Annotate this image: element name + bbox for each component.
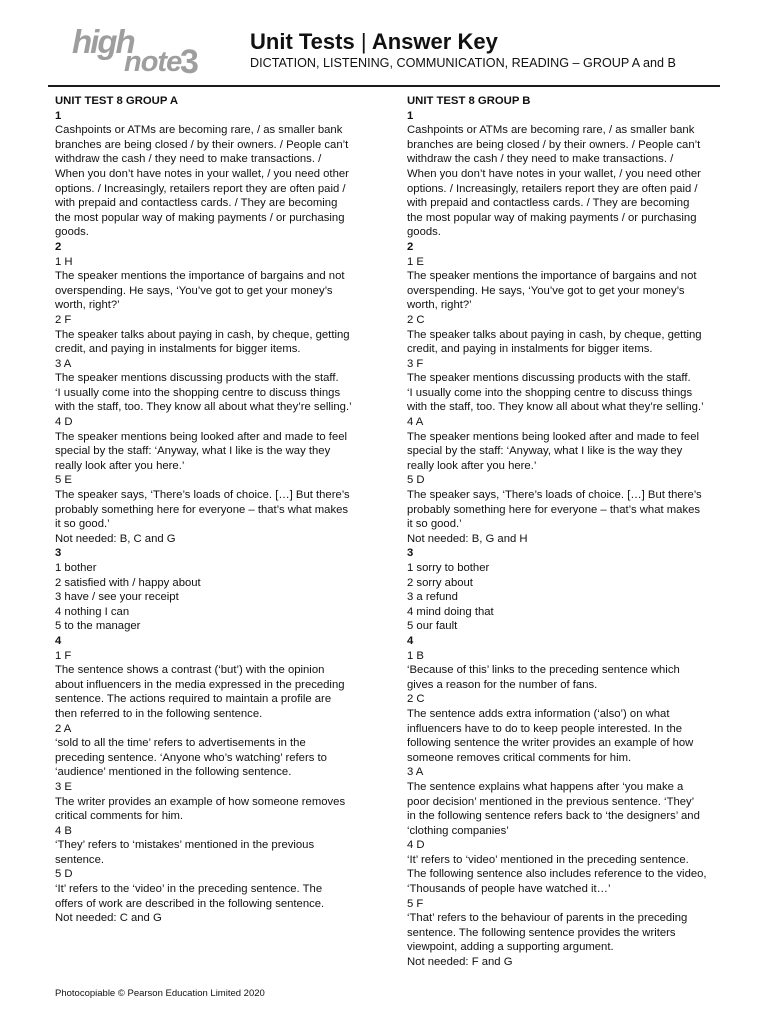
answer-line: 1 H — [55, 255, 73, 268]
answer-line: 3 E — [55, 780, 72, 793]
answer-line: 4 D — [407, 839, 425, 852]
title-unit-tests: Unit Tests — [250, 29, 355, 54]
title-separator: | — [360, 29, 367, 54]
answer-line: then referred to in the following sentence. — [55, 707, 263, 720]
answer-line: poor decision’ mentioned in the previous sentence. ‘They’ — [407, 795, 695, 808]
answer-line: 3 a refund — [407, 591, 458, 604]
answer-line: Not needed: B, G and H — [407, 532, 528, 545]
answer-line: the most popular way of making payments / or purchasing — [407, 211, 697, 224]
column-group-b — [407, 94, 729, 970]
answer-line: special by the staff: ‘Anyway, what I like is the way they — [55, 445, 331, 458]
answer-line: ‘It’ refers to the ‘video’ in the preceding sentence. The — [55, 883, 323, 896]
answer-line: critical comments for him. — [55, 810, 184, 823]
answer-line: with the staff, too. They know all about what they’re selling.’ — [55, 401, 352, 414]
answer-line: ‘It’ refers to ‘video’ mentioned in the preceding sentence. — [407, 853, 689, 866]
answer-line: The following sentence also includes reference to the video, — [407, 868, 707, 881]
answer-line: 3 F — [407, 357, 424, 370]
section-heading: 2 — [407, 240, 414, 253]
answer-line: it so good.’ — [55, 518, 110, 531]
section-heading: UNIT TEST 8 GROUP B — [407, 95, 531, 107]
answer-line: overspending. He says, ‘You’ve got to get your money’s — [55, 284, 333, 297]
answer-line: it so good.’ — [407, 518, 462, 531]
answer-line: ‘clothing companies’ — [407, 824, 509, 837]
answer-line: The speaker says, ‘There’s loads of choice. […] But there’s — [55, 489, 350, 502]
answer-line: 4 D — [55, 416, 73, 429]
answer-line: options. / Increasingly, retailers report they are often paid / — [55, 182, 346, 195]
answer-line: about influencers in the media expressed in the preceding — [55, 678, 345, 691]
answer-line: The speaker talks about paying in cash, by cheque, getting — [55, 328, 350, 341]
answer-line: 3 have / see your receipt — [55, 591, 179, 604]
answer-line: probably something here for everyone – that’s what makes — [55, 503, 349, 516]
answer-line: with the staff, too. They know all about what they’re selling.’ — [407, 401, 704, 414]
answer-line: The speaker mentions discussing products with the staff. — [55, 372, 339, 385]
section-heading: 1 — [407, 109, 414, 122]
header-divider — [48, 85, 720, 87]
answer-line: gives a reason for the number of fans. — [407, 678, 598, 691]
answer-line: withdraw the cash / they need to make transactions. / — [407, 153, 674, 166]
answer-line: worth, right?’ — [55, 299, 120, 312]
answer-line: preceding sentence. ‘Anyone who’s watching’ refers to — [55, 751, 327, 764]
answer-line: The sentence shows a contrast (‘but’) with the opinion — [55, 664, 325, 677]
logo-number: 3 — [180, 43, 199, 81]
answer-line: The sentence adds extra information (‘also’) on what — [407, 707, 670, 720]
answer-line: 4 nothing I can — [55, 605, 130, 618]
answer-line: options. / Increasingly, retailers report they are often paid / — [407, 182, 698, 195]
answer-line: someone removes critical comments for him. — [407, 751, 632, 764]
answer-line: ‘Thousands of people have watched it…’ — [407, 883, 611, 896]
answer-line: ‘That’ refers to the behaviour of parents in the preceding — [407, 912, 688, 925]
section-heading: 4 — [55, 634, 62, 647]
answer-line: 4 B — [55, 824, 72, 837]
answer-line: withdraw the cash / they need to make transactions. / — [55, 153, 322, 166]
answer-line: offers of work are described in the following sentence. — [55, 897, 325, 910]
answer-line: branches are being closed / by their owners. / People can’t — [55, 138, 349, 151]
answer-line: 3 A — [407, 766, 424, 779]
answer-line: branches are being closed / by their owners. / People can’t — [407, 138, 701, 151]
answer-line: Cashpoints or ATMs are becoming rare, / as smaller bank — [55, 124, 343, 137]
answer-line: 5 F — [407, 897, 424, 910]
answer-line: 4 mind doing that — [407, 605, 494, 618]
logo-word-high: high — [72, 23, 134, 60]
answer-line: with prepaid and contactless cards. / They are becoming — [55, 197, 338, 210]
answer-line: the most popular way of making payments / or purchasing — [55, 211, 345, 224]
answer-line: 5 to the manager — [55, 620, 141, 633]
answer-line: The speaker mentions being looked after and made to feel — [55, 430, 348, 443]
page-subtitle: DICTATION, LISTENING, COMMUNICATION, READING – GROUP A and B — [250, 56, 676, 70]
answer-line: in the following sentence refers back to ‘the designers’ and — [407, 810, 700, 823]
answer-line: 1 F — [55, 649, 72, 662]
answer-line: really look after you here.’ — [407, 459, 537, 472]
answer-line: goods. — [407, 226, 441, 239]
answer-line: credit, and paying in instalments for bigger items. — [407, 343, 653, 356]
answer-line: The speaker mentions discussing products with the staff. — [407, 372, 691, 385]
answer-line: 1 sorry to bother — [407, 562, 490, 574]
answer-line: ‘audience’ mentioned in the following sentence. — [55, 766, 292, 779]
answer-line: with prepaid and contactless cards. / They are becoming — [407, 197, 690, 210]
answer-line: The speaker mentions the importance of bargains and not — [407, 270, 697, 283]
answer-line: sentence. — [55, 853, 104, 866]
answer-line: 2 sorry about — [407, 576, 473, 589]
answer-line: goods. — [55, 226, 89, 239]
answer-line: worth, right?’ — [407, 299, 472, 312]
page-title — [250, 29, 498, 55]
answer-line: ‘I usually come into the shopping centre to discuss things — [55, 386, 341, 399]
answer-line: Not needed: C and G — [55, 912, 162, 925]
answer-line: ‘I usually come into the shopping centre to discuss things — [407, 386, 693, 399]
answer-line: ‘Because of this’ links to the preceding sentence which — [407, 664, 680, 677]
section-heading: 2 — [55, 240, 62, 253]
answer-line: 1 E — [407, 255, 424, 268]
answer-line: 1 B — [407, 649, 424, 662]
answer-line: 2 satisfied with / happy about — [55, 576, 201, 589]
answer-line: The speaker mentions being looked after and made to feel — [407, 430, 700, 443]
section-heading: 4 — [407, 634, 414, 647]
answer-line: really look after you here.’ — [55, 459, 185, 472]
section-heading: UNIT TEST 8 GROUP A — [55, 95, 179, 107]
answer-line: 5 D — [407, 474, 425, 487]
answer-line: The sentence explains what happens after ‘you make a — [407, 780, 684, 793]
answer-line: 5 D — [55, 868, 73, 881]
column-group-a — [55, 94, 377, 926]
title-answer-key: Answer Key — [371, 29, 498, 54]
section-heading: 3 — [55, 547, 62, 560]
section-heading: 1 — [55, 109, 62, 122]
answer-line: Cashpoints or ATMs are becoming rare, / as smaller bank — [407, 124, 695, 137]
high-note-logo — [68, 24, 208, 82]
answer-line: 2 C — [407, 313, 425, 326]
answer-line: 1 bother — [55, 562, 97, 574]
answer-line: 2 F — [55, 313, 72, 326]
answer-line: 5 E — [55, 474, 72, 487]
answer-line: overspending. He says, ‘You’ve got to get your money’s — [407, 284, 685, 297]
answer-line: The writer provides an example of how someone removes — [55, 795, 346, 808]
footer-copyright: Photocopiable © Pearson Education Limited 2020 — [55, 988, 265, 999]
answer-line: Not needed: F and G — [407, 956, 513, 969]
answer-line: When you don’t have notes in your wallet, / you need other — [55, 167, 349, 180]
answer-line: 4 A — [407, 416, 424, 429]
answer-line: The speaker talks about paying in cash, by cheque, getting — [407, 328, 702, 341]
answer-line: special by the staff: ‘Anyway, what I like is the way they — [407, 445, 683, 458]
answer-line: When you don’t have notes in your wallet, / you need other — [407, 167, 701, 180]
answer-line: ‘They’ refers to ‘mistakes’ mentioned in the previous — [55, 839, 315, 852]
answer-line: influencers have to do to keep people interested. In the — [407, 722, 683, 735]
answer-line: Not needed: B, C and G — [55, 532, 176, 545]
answer-line: 2 A — [55, 722, 72, 735]
logo-word-note: note — [124, 46, 182, 78]
answer-line: following sentence the writer provides an example of how — [407, 737, 694, 750]
answer-line: sentence. The actions required to maintain a profile are — [55, 693, 332, 706]
answer-line: sentence. The following sentence provides the writers — [407, 926, 676, 939]
answer-line: 5 our fault — [407, 620, 458, 633]
section-heading: 3 — [407, 547, 414, 560]
answer-line: viewpoint, adding a supporting argument. — [407, 941, 614, 954]
answer-line: probably something here for everyone – that’s what makes — [407, 503, 701, 516]
answer-line: ‘sold to all the time’ refers to advertisements in the — [55, 737, 306, 750]
answer-line: 3 A — [55, 357, 72, 370]
answer-line: 2 C — [407, 693, 425, 706]
answer-line: The speaker says, ‘There’s loads of choice. […] But there’s — [407, 489, 702, 502]
answer-line: The speaker mentions the importance of bargains and not — [55, 270, 345, 283]
answer-line: credit, and paying in instalments for bigger items. — [55, 343, 301, 356]
